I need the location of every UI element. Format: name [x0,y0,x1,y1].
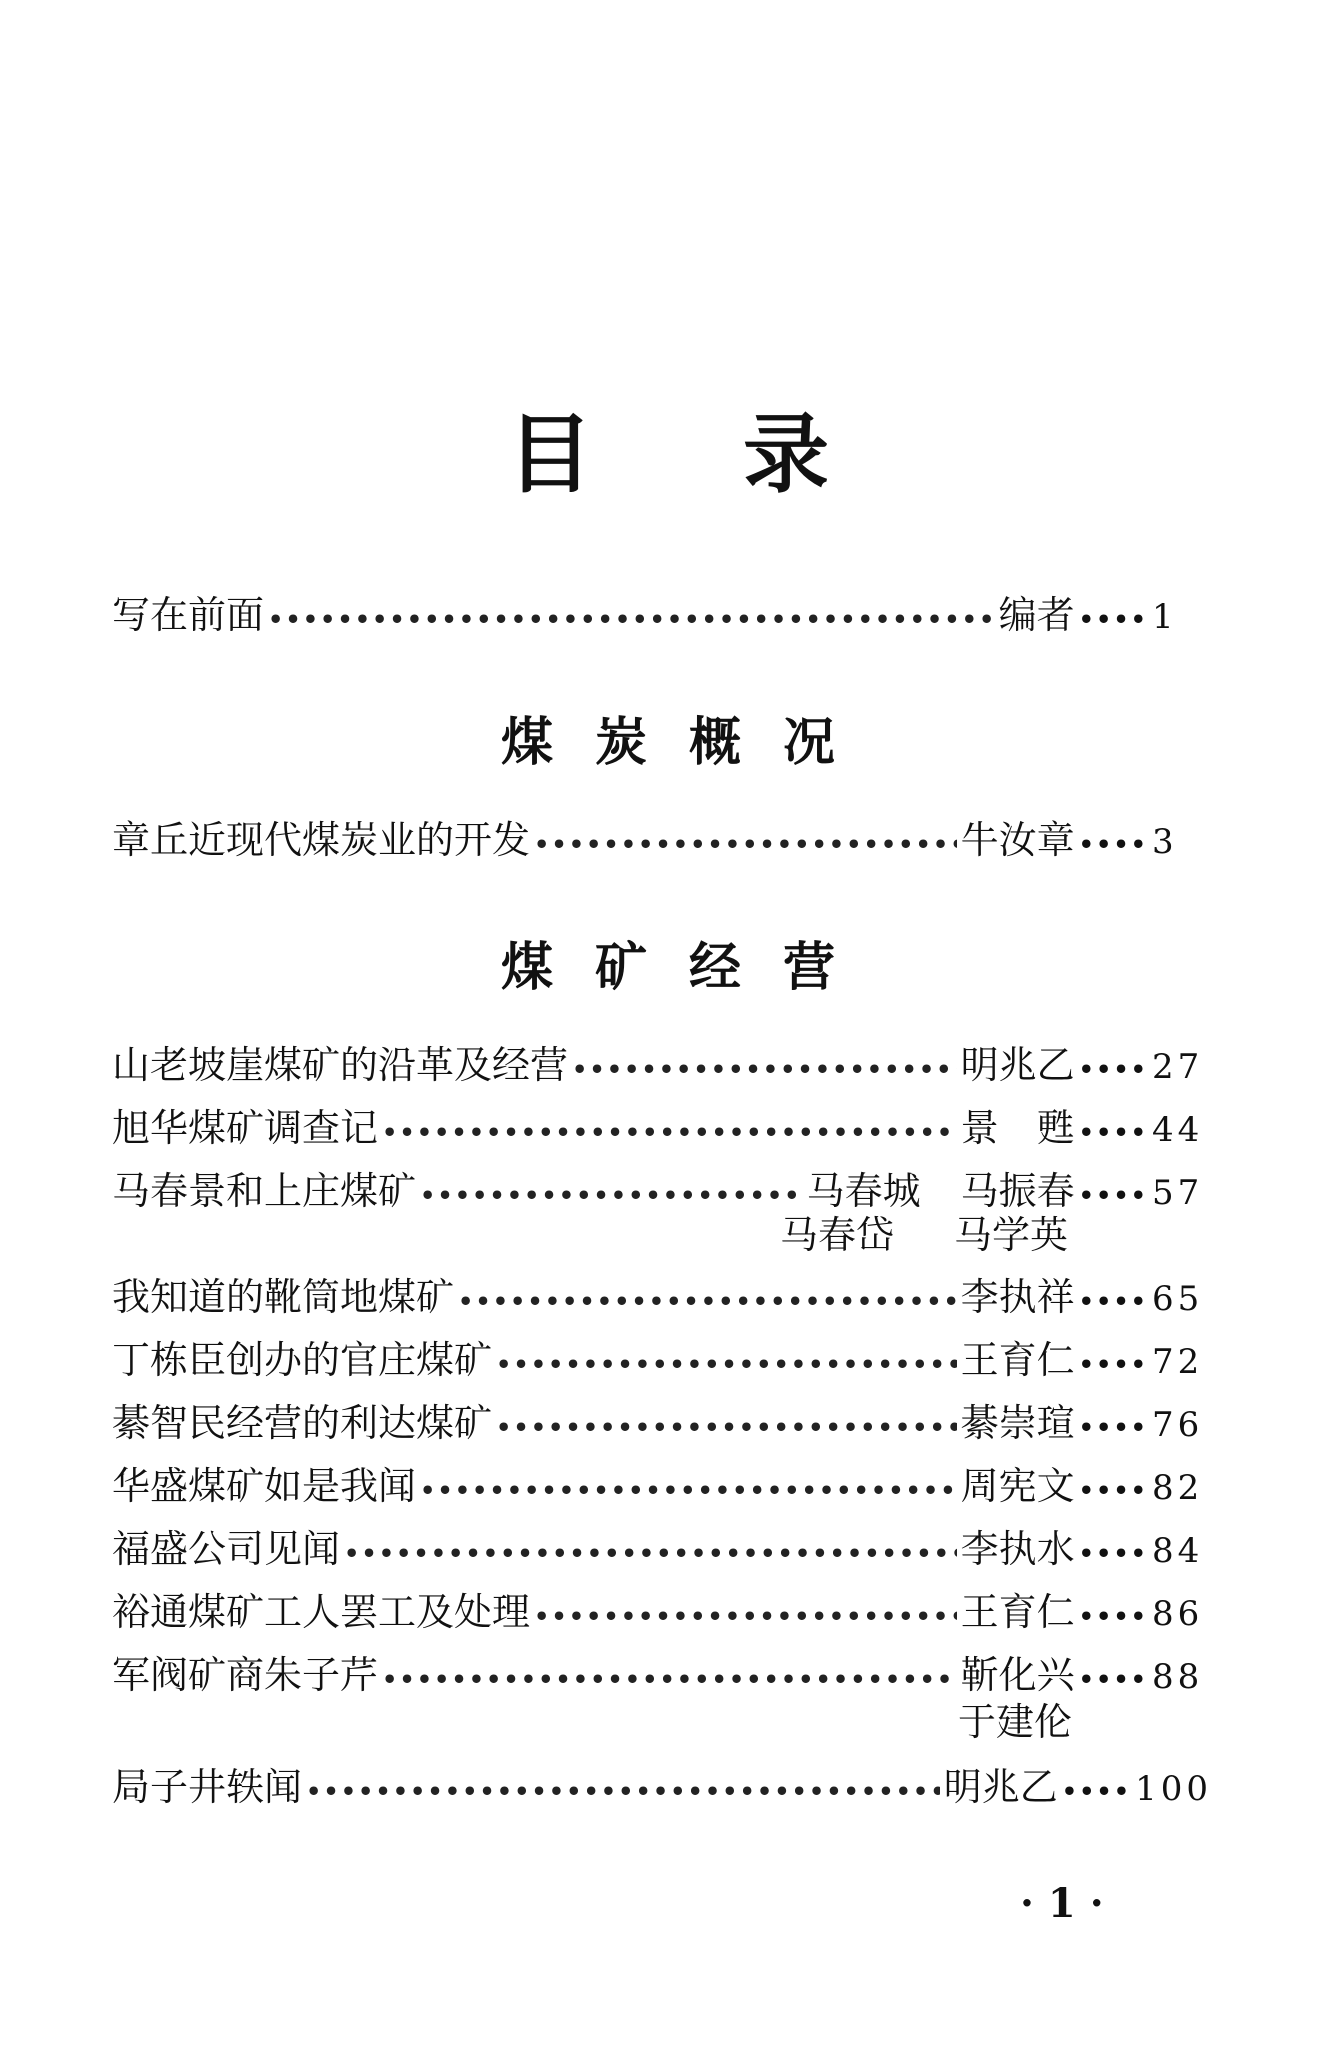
toc-entry[interactable] [112,1587,1212,1637]
title-char: 目 [507,404,593,505]
heading-char: 炭 [594,712,647,773]
entry-author: 明兆乙 [960,1043,1075,1087]
toc-entry[interactable] [112,1524,1212,1574]
entry-author: 景 甦 [960,1106,1075,1150]
entry-page: 88 [1152,1657,1204,1697]
entry-author: 王育仁 [960,1338,1075,1382]
entry-title: 马春景和上庄煤矿 [112,1169,417,1213]
entry-title: 丁栋臣创办的官庄煤矿 [112,1338,493,1382]
entry-title: 写在前面 [112,593,265,637]
entry-author: 周宪文 [960,1464,1075,1508]
leader-dots [268,595,995,645]
entry-title: 裕通煤矿工人罢工及处理 [112,1590,531,1634]
heading-char: 煤 [500,937,553,998]
leader-dots [534,820,957,870]
entry-title: 华盛煤矿如是我闻 [112,1464,417,1508]
leader-dots [1079,1592,1148,1642]
leader-dots [1079,1277,1148,1327]
toc-entry[interactable] [112,1461,1212,1511]
entry-author: 綦崇瑄 [960,1401,1075,1445]
entry-page: 100 [1135,1769,1212,1809]
entry-author: 马春城 [806,1169,921,1213]
entry-author: 李执祥 [960,1275,1075,1319]
leader-dots [1062,1767,1131,1817]
leader-dots [344,1529,957,1579]
leader-dots [382,1655,957,1705]
heading-char: 矿 [594,937,647,998]
heading-char: 概 [689,712,742,773]
leader-dots [420,1171,803,1221]
heading-char: 经 [689,937,742,998]
leader-dots [1079,1108,1148,1158]
leader-dots [1079,1529,1148,1579]
leader-dots [496,1403,957,1453]
entry-title: 局子井轶闻 [112,1765,303,1809]
leader-dots [458,1277,957,1327]
entry-page: 65 [1152,1279,1204,1319]
leader-dots [1079,820,1148,870]
page-title [0,385,1336,509]
entry-title: 綦智民经营的利达煤矿 [112,1401,493,1445]
leader-dots [1079,1655,1148,1705]
entry-author: 马振春 [960,1169,1075,1213]
entry-page: 57 [1152,1173,1204,1213]
entry-author: 马学英 [954,1213,1069,1257]
entry-author: 牛汝章 [960,818,1075,862]
entry-author: 李执水 [960,1527,1075,1571]
heading-char: 况 [783,712,836,773]
toc-entry[interactable] [112,1335,1212,1385]
leader-dots [534,1592,957,1642]
entry-title: 章丘近现代煤炭业的开发 [112,818,531,862]
toc-entry[interactable] [112,815,1212,865]
leader-dots [382,1108,957,1158]
toc-entry[interactable] [112,1398,1212,1448]
entry-page: 82 [1152,1468,1204,1508]
entry-title: 我知道的靴筒地煤矿 [112,1275,455,1319]
toc-entry[interactable] [112,1103,1212,1153]
toc-entry[interactable] [112,1650,1212,1700]
entry-title: 军阀矿商朱子芹 [112,1653,379,1697]
toc-entry[interactable] [112,1272,1212,1322]
entry-author: 马春岱 [780,1213,895,1257]
entry-page: 3 [1152,822,1178,862]
leader-dots [1079,1171,1148,1221]
leader-dots [1079,595,1148,645]
leader-dots [306,1767,940,1817]
entry-page: 76 [1152,1405,1204,1445]
entry-page: 27 [1152,1047,1204,1087]
entry-title: 山老坡崖煤矿的沿革及经营 [112,1043,569,1087]
entry-page: 86 [1152,1594,1204,1634]
entry-page: 72 [1152,1342,1204,1382]
entry-author: 于建伦 [958,1700,1073,1744]
leader-dots [1079,1045,1148,1095]
entry-title: 福盛公司见闻 [112,1527,341,1571]
heading-char: 煤 [500,712,553,773]
entry-page: 1 [1152,597,1178,637]
entry-page: 84 [1152,1531,1204,1571]
leader-dots [420,1466,957,1516]
leader-dots [572,1045,957,1095]
entry-author: 编者 [998,593,1075,637]
page-number: ·1· [1020,1880,1118,1927]
section-heading-mine-operation [0,925,1336,1000]
toc-entry[interactable] [112,1166,1212,1216]
toc-entry[interactable] [112,1040,1212,1090]
entry-author: 靳化兴 [960,1653,1075,1697]
entry-page: 44 [1152,1110,1204,1150]
leader-dots [496,1340,957,1390]
entry-author: 明兆乙 [943,1765,1058,1809]
toc-entry[interactable] [112,1762,1212,1812]
entry-author: 王育仁 [960,1590,1075,1634]
toc-entry-preface[interactable] [112,590,1212,640]
title-char: 录 [743,404,829,505]
leader-dots [1079,1466,1148,1516]
leader-dots [1079,1403,1148,1453]
entry-title: 旭华煤矿调查记 [112,1106,379,1150]
section-heading-coal-overview [0,700,1336,775]
heading-char: 营 [783,937,836,998]
leader-dots [1079,1340,1148,1390]
